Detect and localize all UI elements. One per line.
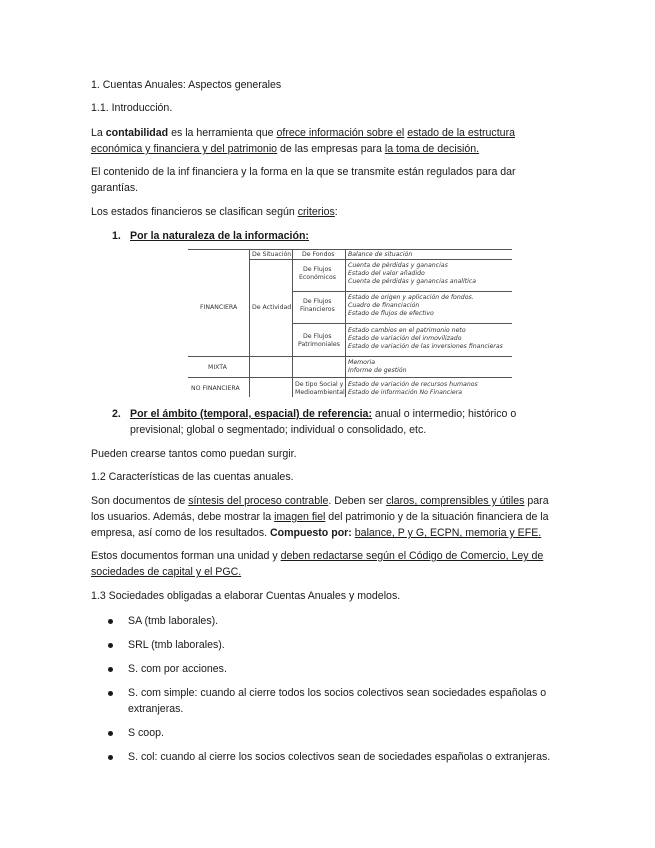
pat-item-1: Estado cambios en el patrimonio neto (348, 327, 466, 334)
cell-balance: Balance de situación (348, 251, 413, 258)
cell-flujos-pat-2: Patrimoniales (298, 341, 340, 348)
paragraph-documentos-line2: los usuarios. Además, debe mostrar la imagen fiel del patrimonio y de la situación financiera de la (91, 511, 549, 523)
cell-social-1: De tipo Social y (295, 381, 344, 388)
social-item-2: Estado de información No Financiera (348, 389, 463, 396)
paragraph-unidad-line2: sociedades de capital y el PGC. (91, 566, 242, 578)
paragraph-pueden: Pueden crearse tantos como puedan surgir. (91, 448, 297, 460)
mixta-item-1: Memoria (348, 359, 376, 366)
social-item-1: Estado de variación de recursos humanos (348, 381, 478, 388)
eco-item-1: Cuenta de pérdidas y ganancias (348, 262, 448, 269)
bullet-icon (108, 755, 113, 760)
cell-flujos-pat-1: De Flujos (303, 333, 332, 340)
bullet-icon (108, 667, 113, 672)
eco-item-2: Estado del valor añadido (348, 270, 425, 277)
fin-item-3: Estado de flujos de efectivo (348, 310, 434, 317)
paragraph-contenido-line1: El contenido de la inf financiera y la forma en la que se transmite están regulados para dar (91, 166, 516, 178)
fin-item-2: Cuadro de financiación (348, 302, 420, 309)
cell-flujos-fin-2: Financieros (300, 306, 335, 313)
subsection-sociedades: 1.3 Sociedades obligadas a elaborar Cuentas Anuales y modelos. (91, 590, 401, 602)
paragraph-unidad-line1: Estos documentos forman una unidad y deben redactarse según el Código de Comercio, Ley de (91, 550, 544, 562)
numbered-item-2: 2. Por el ámbito (temporal, espacial) de referencia: anual o intermedio; histórico o (112, 408, 517, 420)
section-heading: 1. Cuentas Anuales: Aspectos generales (91, 79, 282, 91)
pat-item-3: Estado de variación de las inversiones financieras (348, 343, 503, 350)
cell-flujos-eco-2: Económicos (299, 274, 336, 281)
eco-item-3: Cuenta de pérdidas y ganancias analítica (348, 278, 477, 285)
fin-item-1: Estado de origen y aplicación de fondos. (348, 294, 474, 301)
numbered-item-2-line2: previsional; global o segmentado; individual o consolidado, etc. (130, 424, 427, 436)
cell-flujos-fin-1: De Flujos (303, 298, 332, 305)
classification-table (188, 247, 512, 397)
bullet-icon (108, 643, 113, 648)
paragraph-estados: Los estados financieros se clasifican según criterios: (91, 206, 338, 218)
bullet-icon (108, 619, 113, 624)
header-de-fondos: De Fondos (302, 251, 335, 258)
paragraph-contabilidad-line1: La contabilidad es la herramienta que ofrece información sobre el estado de la estructura (91, 127, 515, 139)
cell-social-2: Medioambiental (295, 389, 345, 396)
row-mixta: MIXTA (208, 364, 227, 371)
row-no-financiera: NO FINANCIERA (191, 385, 240, 392)
bullet-icon (108, 691, 113, 696)
subsection-caracteristicas: 1.2 Características de las cuentas anuales. (91, 471, 294, 483)
row-financiera: FINANCIERA (200, 304, 238, 311)
document-page: 1. Cuentas Anuales: Aspectos generales 1.1. Introducción. La contabilidad es la herramienta que ofrece información sobre el estado de la estructura económica y financiera y del patrimonio de las empresas para la toma de decisión. El contenido de la inf financiera y la forma en la que se transmite están regulados para dar garantías. Los estados financieros se clasifican según criterios: 1. Por la naturaleza de la información: De Situación De Fondos Balance de situación FINANCIERA De Actividad De Flujos Económicos Cuenta de pérdidas y ganancias Estado del valor añadido Cuenta de pérdidas y ganancias analítica De Flujos Financieros Estado de origen y aplicación de fondos. Cuadro de financiación Estado de flujos de efectivo De Flujos Patrimoniales Estado cambios en el patrimonio neto Estado de variación del inmovilizado Estado de variación de las inversiones financieras MIXTA Memoria Informe de gestión NO FINANCIERA De tipo Social y Medioambiental Estado de variación de recursos humanos Estado de información No Financiera 2. Por el ámbito (temporal, espacial) de referencia: anual o intermedio; histórico o previsional; global o segmentado; individual o consolidado, etc. Pueden crearse tantos como puedan surgir. 1.2 Características de las cuentas anuales. Son documentos de síntesis del proceso contrable. Deben ser claros, comprensibles y útiles para los usuarios. Además, debe mostrar la imagen fiel del patrimonio y de la situación financiera de la empresa, así como de los resultados. Compuesto por: balance, P y G, ECPN, memoria y EFE. Estos documentos forman una unidad y deben redactarse según el Código de Comercio, Ley de sociedades de capital y el PGC. 1.3 Sociedades obligadas a elaborar Cuentas Anuales y modelos. SA (tmb laborales). SRL (tmb laborales). S. com por acciones. S. com simple: cuando al cierre todos los socios colectivos sean sociedades españolas o extranjeras. S coop. S. col: cuando al cierre los socios colectivos sean de sociedades españolas o extranjeras. (0, 0, 655, 848)
numbered-item-1: 1. Por la naturaleza de la información: (112, 230, 309, 242)
cell-de-actividad: De Actividad (252, 304, 292, 311)
mixta-item-2: Informe de gestión (348, 367, 407, 374)
pat-item-2: Estado de variación del inmovilizado (348, 335, 462, 342)
cell-flujos-eco-1: De Flujos (303, 266, 332, 273)
header-de-situacion: De Situación (252, 251, 292, 258)
subsection-intro: 1.1. Introducción. (91, 102, 173, 114)
term-contabilidad: contabilidad (105, 127, 169, 139)
paragraph-documentos-line3: empresa, así como de los resultados. Compuesto por: balance, P y G, ECPN, memoria y EFE. (91, 527, 542, 539)
paragraph-contabilidad-line2: económica y financiera y del patrimonio de las empresas para la toma de decisión. (91, 143, 480, 155)
bullet-icon (108, 731, 113, 736)
paragraph-contenido-line2: garantías. (91, 182, 139, 194)
paragraph-documentos-line1: Son documentos de síntesis del proceso contrable. Deben ser claros, comprensibles y útiles para (91, 495, 549, 507)
